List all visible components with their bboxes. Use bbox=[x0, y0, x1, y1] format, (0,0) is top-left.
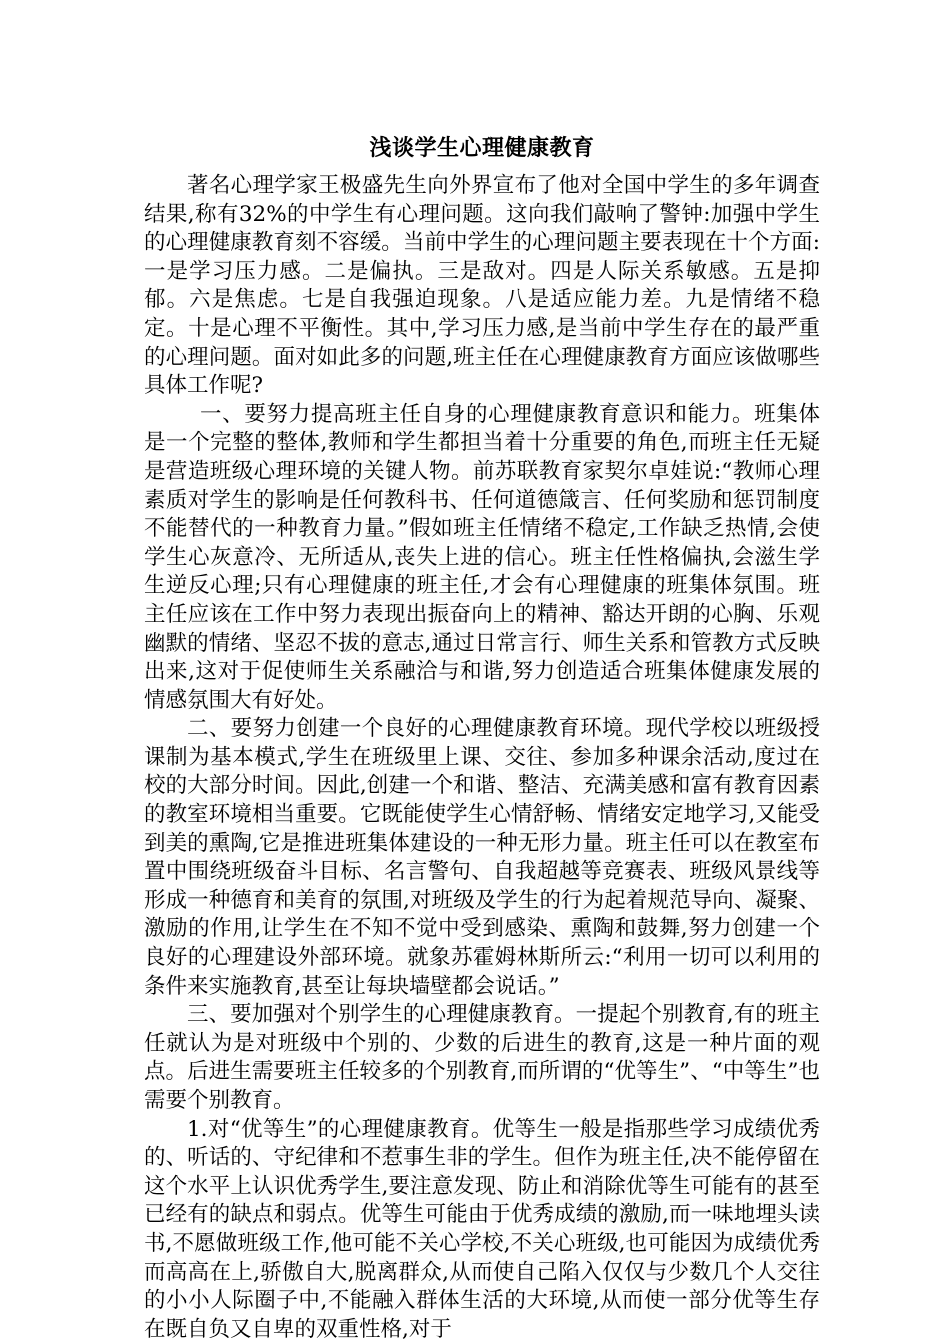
paragraph-section-2: 二、要努力创建一个良好的心理健康教育环境。现代学校以班级授课制为基本模式,学生在班级里上课、交往、参加多种课余活动,度过在校的大部分时间。因此,创建一个和谐、整洁、充满美感和富有教育因素的教室环境相当重要。它既能使学生心情舒畅、情绪安定地学习,又能受到美的熏陶,它是推进班集体建设的一种无形力量。班主任可以在教室布置中围绕班级奋斗目标、名言警句、自我超越等竞赛表、班级风景线等形成一种德育和美育的氛围,对班级及学生的行为起着规范导向、凝聚、激励的作用,让学生在不知不觉中受到感染、熏陶和鼓舞,努力创建一个良好的心理建设外部环境。就象苏霍姆林斯所云:“利用一切可以利用的条件来实施教育,甚至让每块墙壁都会说话。” bbox=[144, 716, 820, 999]
paragraph-section-3: 三、要加强对个别学生的心理健康教育。一提起个别教育,有的班主任就认为是对班级中个别的、少数的后进生的教育,这是一种片面的观点。后进生需要班主任较多的个别教育,而所谓的“优等生”、“中等生”也需要个别教育。 bbox=[144, 1002, 820, 1113]
document-title: 浅谈学生心理健康教育 bbox=[369, 135, 595, 161]
paragraph-section-1: 一、要努力提高班主任自身的心理健康教育意识和能力。班集体是一个完整的整体,教师和学生都担当着十分重要的角色,而班主任无疑是营造班级心理环境的关键人物。前苏联教育家契尔卓娃说:“教师心理素质对学生的影响是任何教科书、任何道德箴言、任何奖励和惩罚制度不能替代的一种教育力量。”假如班主任情绪不稳定,工作缺乏热情,会使学生心灰意冷、无所适从,丧失上进的信心。班主任性格偏执,会滋生学生逆反心理;只有心理健康的班主任,才会有心理健康的班集体氛围。班主任应该在工作中努力表现出振奋向上的精神、豁达开朗的心胸、乐观幽默的情绪、坚忍不拔的意志,通过日常言行、师生关系和管教方式反映出来,这对于促使师生关系融洽与和谐,努力创造适合班集体健康发展的情感氛围大有好处。 bbox=[144, 401, 820, 713]
paragraph-subsection-1: 1.对“优等生”的心理健康教育。优等生一般是指那些学习成绩优秀的、听话的、守纪律和不惹事生非的学生。但作为班主任,决不能停留在这个水平上认识优秀学生,要注意发现、防止和消除优等生可能有的甚至已经有的缺点和弱点。优等生可能由于优秀成绩的激励,而一味地埋头读书,不愿做班级工作,他可能不关心学校,不关心班级,也可能因为成绩优秀而高高在上,骄傲自大,脱离群众,从而使自己陷入仅仅与少数几个人交往的小小人际圈子中,不能融入群体生活的大环境,从而使一部分优等生存在既自负又自卑的双重性格,对于 bbox=[144, 1116, 820, 1342]
document-body bbox=[144, 128, 820, 1344]
paragraph-intro: 著名心理学家王极盛先生向外界宣布了他对全国中学生的多年调查结果,称有32%的中学生有心理问题。这向我们敲响了警钟:加强中学生的心理健康教育刻不容缓。当前中学生的心理问题主要表现在十个方面:一是学习压力感。二是偏执。三是敌对。四是人际关系敏感。五是抑郁。六是焦虑。七是自我强迫现象。八是适应能力差。九是情绪不稳定。十是心理不平衡性。其中,学习压力感,是当前中学生存在的最严重的心理问题。面对如此多的问题,班主任在心理健康教育方面应该做哪些具体工作呢? bbox=[144, 173, 820, 399]
